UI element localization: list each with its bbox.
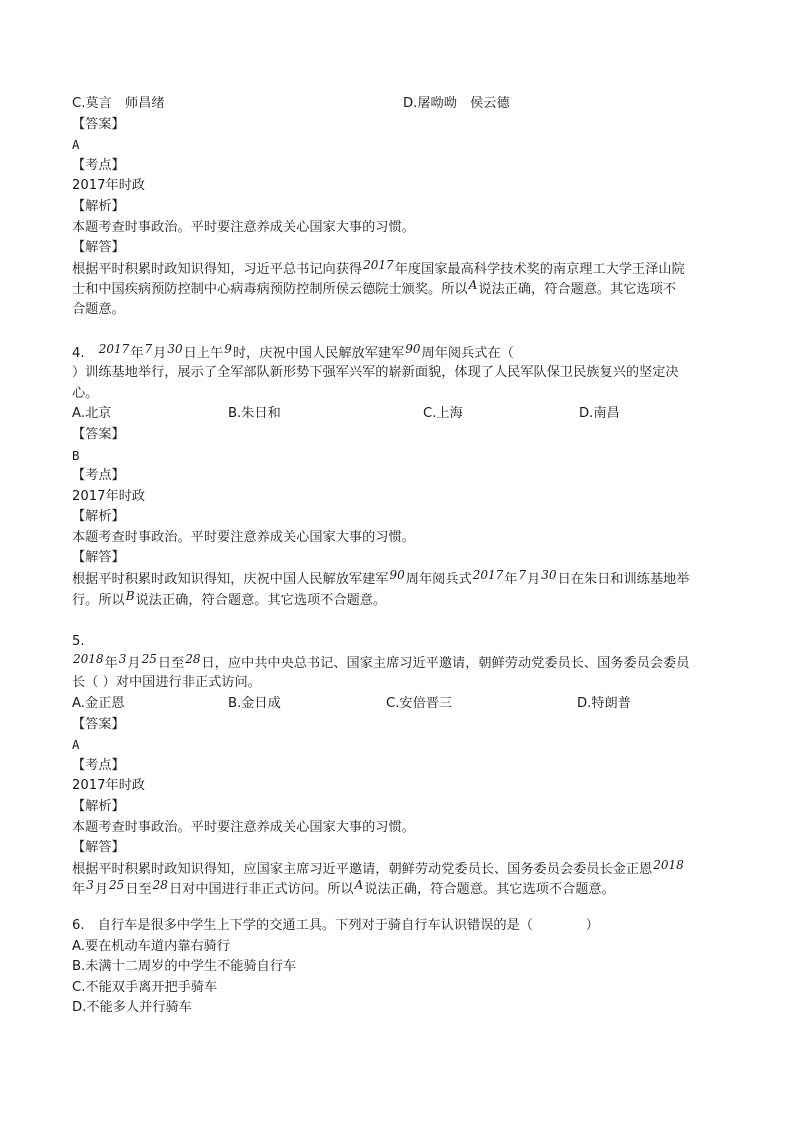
q6-option-a: A.要在机动车道内靠右骑行 [72,938,231,954]
jiexi-tag: 【解析】 [72,799,125,814]
document-page [72,94,722,1019]
kaodian-value: 2017年时政 [72,488,146,504]
jiexi-value: 本题考查时事政治。平时要注意养成关心国家大事的习惯。 [72,219,415,235]
option-c: C.莫言 师昌绪 [72,96,165,111]
q5-option-c: C.安倍晋三 [386,696,453,712]
jiexi-tag: 【解析】 [72,198,125,214]
kaodian-tag: 【考点】 [72,757,125,773]
kaodian-tag: 【考点】 [72,468,125,484]
jiexi-tag: 【解析】 [72,509,125,525]
kaodian-value: 2017年时政 [72,178,146,194]
answer-tag: 【答案】 [72,426,125,442]
jieda-line-3: 合题意。 [72,301,125,317]
prev-options [72,94,722,115]
q5-option-d: D.特朗普 [577,696,631,712]
jieda-line-1: 根据平时积累时政知识得知，应国家主席习近平邀请，朝鲜劳动党委员长、国务委员会委员长金正恩2018 [72,857,684,877]
q4-option-c: C.上海 [423,406,463,422]
q5-number: 5. [72,634,85,650]
answer-value: A [72,737,80,753]
q4-stem-line-1: 4. 2017年7月30日上午9时，庆祝中国人民解放军建军90周年阅兵式在（ [72,341,514,361]
q4-option-a: A.北京 [72,406,112,422]
jieda-line-2: 士和中国疾病预防控制中心病毒病预防控制所侯云德院士颁奖。所以A说法正确，符合题意。其它选项不 [72,278,677,298]
q4-stem-line-2: ）训练基地举行，展示了全军部队新形势下强军兴军的崭新面貌，体现了人民军队保卫民族复兴的坚定决 [72,365,679,381]
q5-stem-line-1: 2018年3月25日至28日，应中共中央总书记、国家主席习近平邀请，朝鲜劳动党委员长、国务委员会委员 [73,651,690,671]
q4-option-d: D.南昌 [579,406,620,422]
q6-option-c: C.不能双手离开把手骑车 [72,979,218,995]
jiexi-value: 本题考查时事政治。平时要注意养成关心国家大事的习惯。 [72,819,415,835]
jiexi-value: 本题考查时事政治。平时要注意养成关心国家大事的习惯。 [72,529,415,545]
q5-stem-line-2: 长（ ）对中国进行非正式访问。 [72,675,261,691]
jieda-tag: 【解答】 [72,240,125,256]
jieda-tag: 【解答】 [72,840,125,856]
answer-tag: 【答案】 [72,116,125,132]
answer-value: B [72,447,80,463]
jieda-tag: 【解答】 [72,550,125,566]
q4-option-b: B.朱日和 [228,406,281,422]
q4-options [72,404,722,425]
q6-option-b: B.未满十二周岁的中学生不能骑自行车 [72,959,297,975]
q5-option-a: A.金正恩 [72,696,125,712]
q6-stem: 6. 自行车是很多中学生上下学的交通工具。下列对于骑自行车认识错误的是（ ） [72,917,599,933]
q5-options [72,694,722,715]
jieda-line-2: 行。所以B说法正确，符合题意。其它选项不合题意。 [72,588,387,608]
jieda-line-1: 根据平时积累时政知识得知，习近平总书记向获得2017年度国家最高科学技术奖的南京理工大学王泽山院 [72,257,685,277]
kaodian-tag: 【考点】 [72,157,125,173]
q5-option-b: B.金日成 [228,696,281,712]
option-d: D.屠呦呦 侯云德 [403,96,510,111]
kaodian-value: 2017年时政 [72,778,146,794]
answer-value: A [72,137,80,153]
answer-tag: 【答案】 [72,716,125,732]
jieda-line-1: 根据平时积累时政知识得知，庆祝中国人民解放军建军90周年阅兵式2017年7月30日在朱日和训练基地举 [72,568,690,588]
q6-option-d: D.不能多人并行骑车 [72,1000,192,1016]
jieda-line-2: 年3月25日至28日对中国进行非正式访问。所以A说法正确，符合题意。其它选项不合题意。 [72,878,615,898]
q4-stem-line-3: 心。 [72,385,99,401]
